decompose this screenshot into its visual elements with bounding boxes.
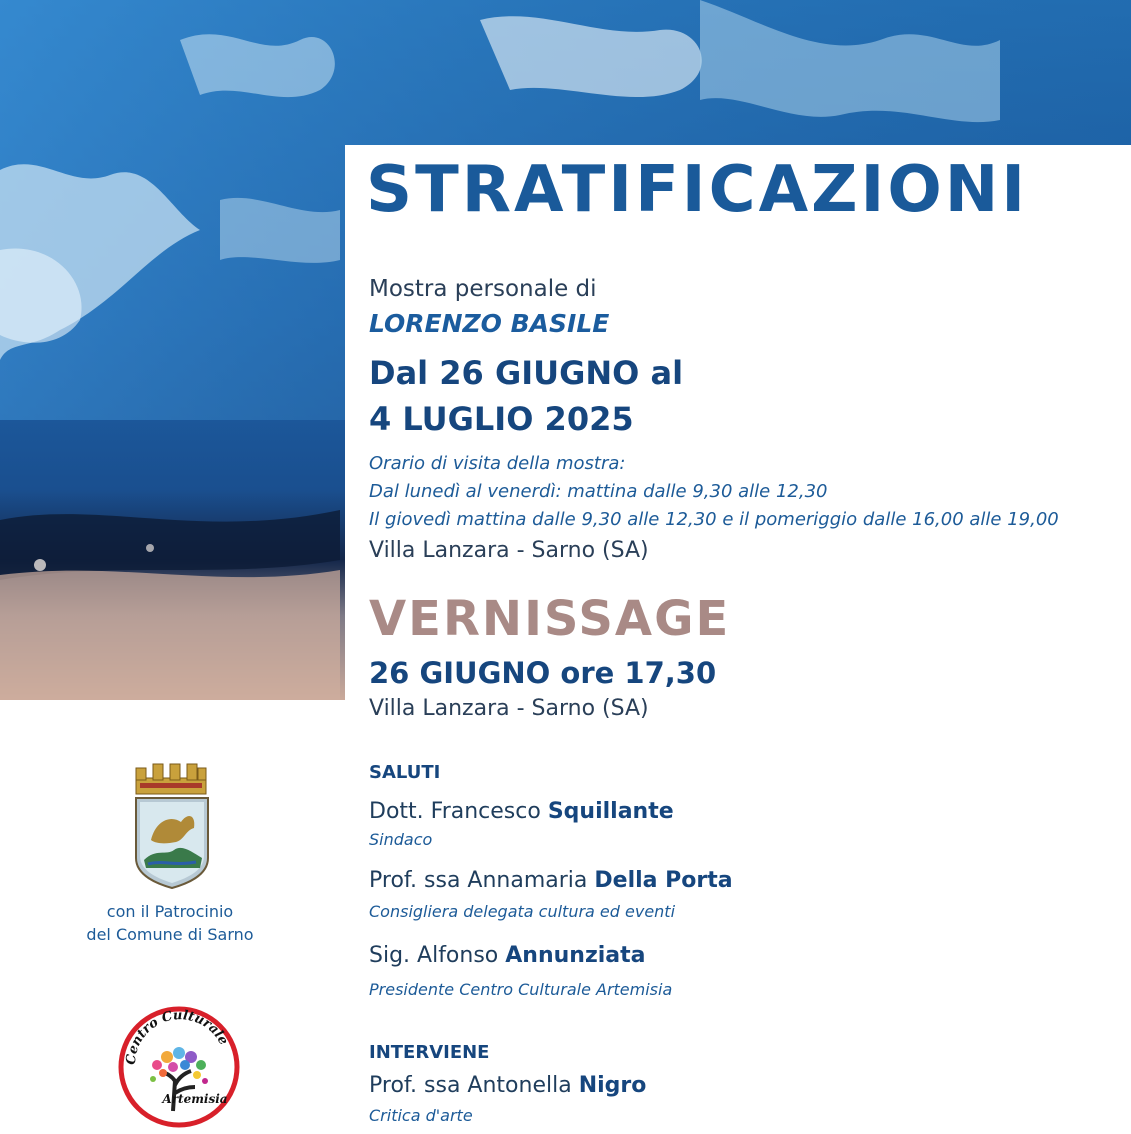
artist-name: LORENZO BASILE (369, 309, 610, 338)
speaker-role: Critica d'arte (369, 1106, 473, 1125)
saluti-heading: SALUTI (369, 762, 441, 783)
visiting-hours (369, 450, 1059, 534)
speaker-name (369, 943, 646, 968)
speaker-surname: Squillante (547, 799, 674, 824)
speaker-role: Consigliera delegata cultura ed eventi (369, 902, 676, 921)
artemisia-logo (115, 1003, 245, 1130)
speaker-name (369, 1073, 646, 1098)
patronage-line-1: con il Patrocinio (106, 902, 234, 921)
exhibition-venue: Villa Lanzara - Sarno (SA) (369, 538, 649, 563)
hours-line: Il giovedì mattina dalle 9,30 alle 12,30 e il pomeriggio dalle 16,00 alle 19,00 (369, 509, 1059, 530)
speaker-prefix: Dott. Francesco (369, 799, 541, 824)
speaker-role: Sindaco (369, 830, 433, 849)
dates-line-1: Dal 26 GIUGNO al (369, 354, 684, 392)
speaker-prefix: Prof. ssa Annamaria (369, 868, 588, 893)
speaker-surname: Della Porta (594, 868, 733, 893)
logo-name: Artemisia (162, 1092, 228, 1106)
exhibition-dates (369, 350, 683, 442)
speaker-name (369, 868, 733, 893)
speaker-prefix: Sig. Alfonso (369, 943, 499, 968)
speaker-surname: Nigro (578, 1073, 647, 1098)
patronage-line-2: del Comune di Sarno (86, 925, 254, 944)
vernissage-title: VERNISSAGE (369, 591, 731, 647)
exhibition-title: STRATIFICAZIONI (366, 153, 1029, 227)
sarno-coat-of-arms-icon (126, 760, 216, 890)
logo-arc-text: Centro Culturale (123, 1008, 231, 1066)
dates-line-2: 4 LUGLIO 2025 (369, 400, 634, 438)
interviene-heading: INTERVIENE (369, 1042, 490, 1063)
hours-line: Dal lunedì al venerdì: mattina dalle 9,30 alle 12,30 (369, 481, 828, 502)
vernissage-venue: Villa Lanzara - Sarno (SA) (369, 696, 649, 721)
speaker-surname: Annunziata (505, 943, 646, 968)
vernissage-date: 26 GIUGNO ore 17,30 (369, 656, 717, 690)
speaker-name (369, 799, 674, 824)
speaker-prefix: Prof. ssa Antonella (369, 1073, 572, 1098)
speaker-role: Presidente Centro Culturale Artemisia (369, 980, 673, 999)
patronage-text (70, 900, 270, 946)
hours-line: Orario di visita della mostra: (369, 453, 626, 474)
exhibition-subtitle: Mostra personale di (369, 276, 597, 302)
